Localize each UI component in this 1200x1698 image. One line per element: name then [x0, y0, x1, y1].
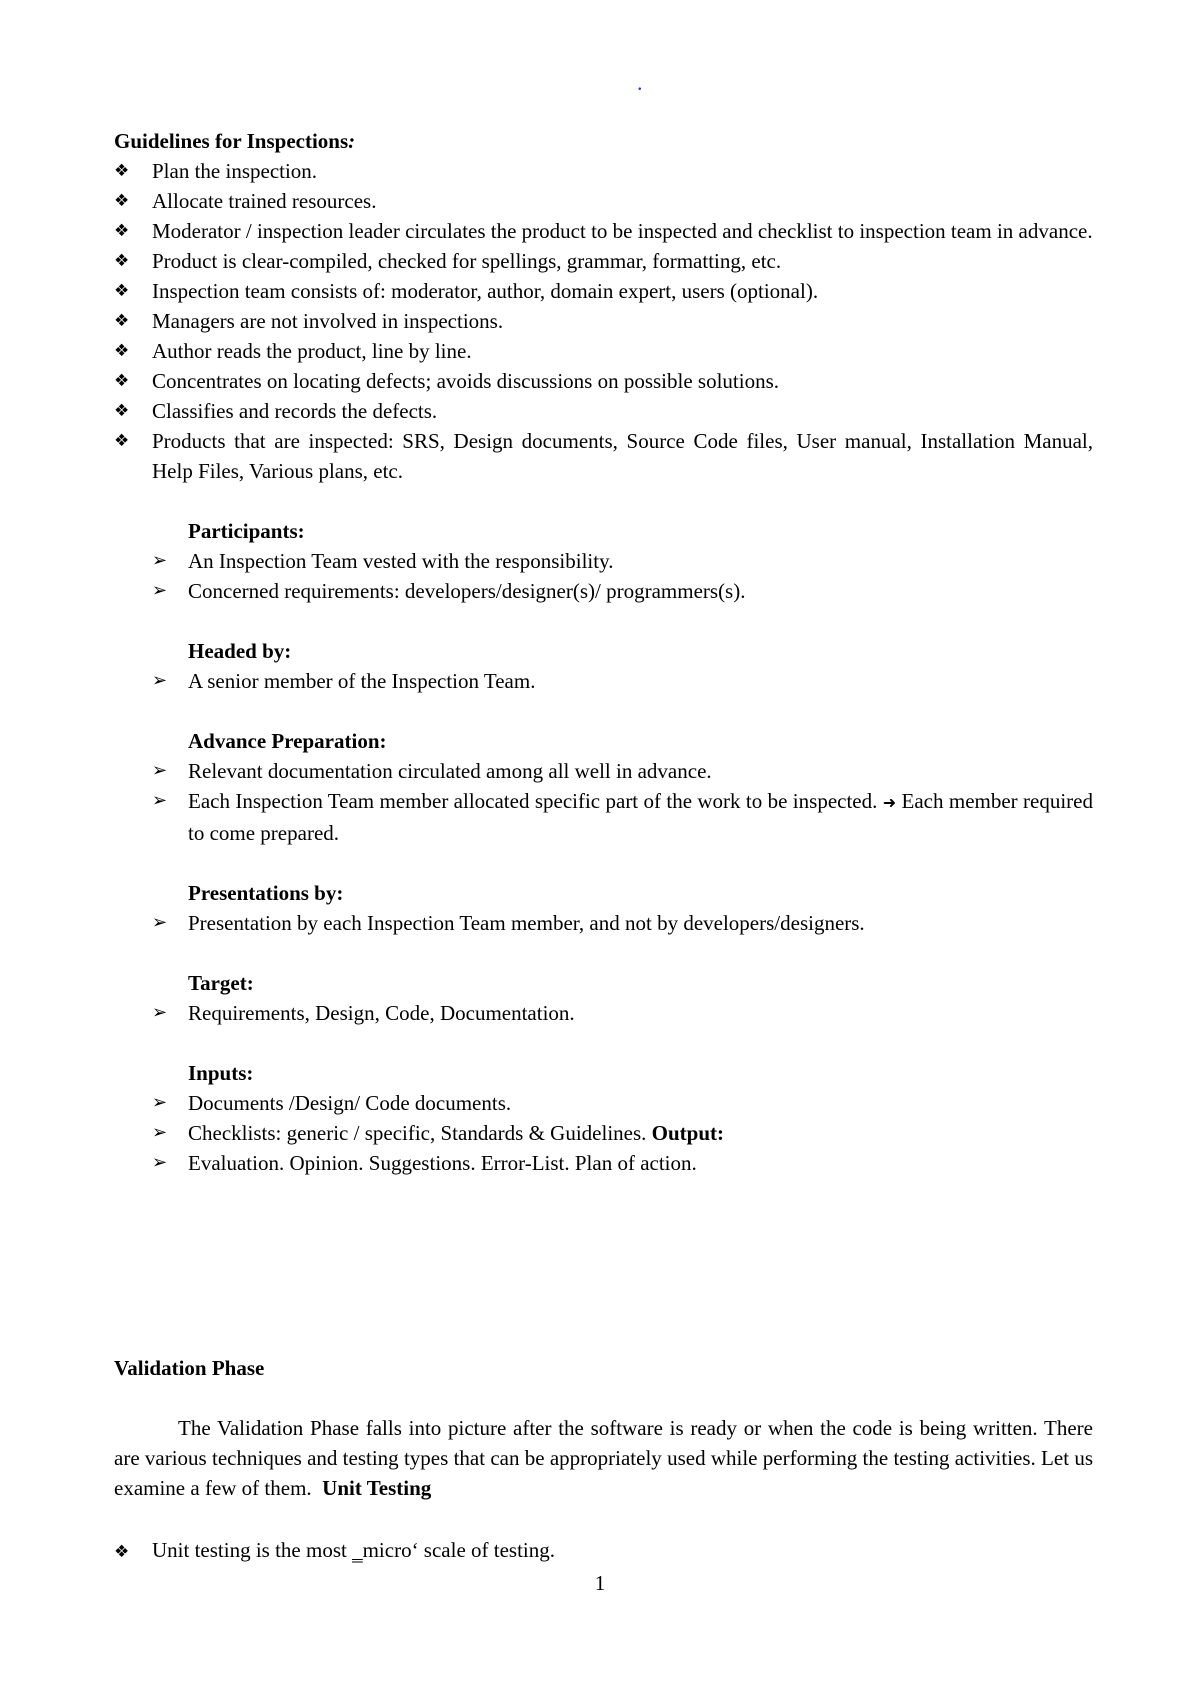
- list-item: ➢ A senior member of the Inspection Team.: [114, 666, 1093, 696]
- advance-preparation-heading: Advance Preparation:: [188, 729, 387, 753]
- arrow-bullet-icon: ➢: [152, 670, 168, 691]
- list-item: ❖ Author reads the product, line by line.: [114, 336, 1093, 366]
- list-item: ➢ Requirements, Design, Code, Documentation.: [114, 998, 1093, 1028]
- headed-by-list: [114, 666, 1093, 696]
- advance-preparation-list: [114, 756, 1093, 848]
- diamond-bullet-icon: ❖: [114, 311, 130, 331]
- list-item: ❖ Inspection team consists of: moderator, author, domain expert, users (optional).: [114, 276, 1093, 306]
- list-item: ❖ Products that are inspected: SRS, Design documents, Source Code files, User manual, Installation Manual, Help Files, Various plans, etc.: [114, 426, 1093, 486]
- list-item: ➢ Presentation by each Inspection Team member, and not by developers/designers.: [114, 908, 1093, 938]
- list-item: ❖ Classifies and records the defects.: [114, 396, 1093, 426]
- diamond-bullet-icon: ❖: [114, 251, 130, 271]
- output-label: Output:: [651, 1121, 724, 1145]
- diamond-bullet-icon: ❖: [114, 161, 130, 181]
- list-item: ❖ Product is clear-compiled, checked for spellings, grammar, formatting, etc.: [114, 246, 1093, 276]
- diamond-bullet-icon: ❖: [114, 221, 130, 241]
- inspections-section: [114, 126, 1093, 1178]
- diamond-bullet-icon: ❖: [114, 191, 130, 211]
- list-item: ❖ Unit testing is the most ‗micro‘ scale of testing.: [114, 1535, 1093, 1567]
- target-heading: Target:: [188, 971, 254, 995]
- list-item: ➢ An Inspection Team vested with the responsibility.: [114, 546, 1093, 576]
- list-item: ❖ Plan the inspection.: [114, 156, 1093, 186]
- guidelines-title: Guidelines for Inspections: [114, 129, 349, 153]
- presentations-by-heading: Presentations by:: [188, 881, 344, 905]
- list-item: ➢ Concerned requirements: developers/designer(s)/ programmers(s).: [114, 576, 1093, 606]
- diamond-bullet-icon: ❖: [114, 431, 130, 451]
- validation-phase-heading: Validation Phase: [114, 1356, 265, 1380]
- guidelines-colon: :: [348, 129, 356, 153]
- arrow-bullet-icon: ➢: [152, 1122, 168, 1143]
- arrow-glyph-icon: ➜: [882, 793, 897, 812]
- list-item: ❖ Moderator / inspection leader circulates the product to be inspected and checklist to inspection team in advance.: [114, 216, 1093, 246]
- presentations-by-list: [114, 908, 1093, 938]
- arrow-bullet-icon: ➢: [152, 550, 168, 571]
- participants-heading: Participants:: [188, 519, 305, 543]
- arrow-bullet-icon: ➢: [152, 1092, 168, 1113]
- list-item: ➢ Checklists: generic / specific, Standards & Guidelines. Output:: [114, 1118, 1093, 1148]
- arrow-bullet-icon: ➢: [152, 1002, 168, 1023]
- list-item: ➢ Documents /Design/ Code documents.: [114, 1088, 1093, 1118]
- guidelines-list: [114, 156, 1093, 486]
- page-number: 1: [594, 1571, 606, 1595]
- diamond-bullet-icon: ❖: [114, 341, 130, 361]
- list-item: ❖ Concentrates on locating defects; avoids discussions on possible solutions.: [114, 366, 1093, 396]
- participants-list: [114, 546, 1093, 606]
- arrow-bullet-icon: ➢: [152, 760, 168, 781]
- guidelines-heading: [114, 126, 1093, 156]
- list-item: ❖ Allocate trained resources.: [114, 186, 1093, 216]
- arrow-bullet-icon: ➢: [152, 790, 168, 811]
- unit-testing-label: Unit Testing: [322, 1476, 432, 1500]
- top-mark: .: [637, 70, 643, 95]
- inputs-list: [114, 1088, 1093, 1178]
- list-item: ❖ Managers are not involved in inspections.: [114, 306, 1093, 336]
- list-item: ➢ Relevant documentation circulated among all well in advance.: [114, 756, 1093, 786]
- diamond-bullet-icon: ❖: [114, 401, 130, 421]
- headed-by-heading: Headed by:: [188, 639, 292, 663]
- arrow-bullet-icon: ➢: [152, 1152, 168, 1173]
- validation-paragraph: The Validation Phase falls into picture after the software is ready or when the code is being written. There are various techniques and testing types that can be appropriately used while performing the testing activities. Let us examine a few of them. Unit Testing: [114, 1416, 1093, 1500]
- diamond-bullet-icon: ❖: [114, 281, 130, 301]
- list-item: ➢ Each Inspection Team member allocated specific part of the work to be inspected. ➜ Each member required to come prepared.: [114, 786, 1093, 848]
- target-list: [114, 998, 1093, 1028]
- diamond-bullet-icon: ❖: [114, 1542, 130, 1562]
- inputs-heading: Inputs:: [188, 1061, 254, 1085]
- arrow-bullet-icon: ➢: [152, 580, 168, 601]
- list-item: ➢ Evaluation. Opinion. Suggestions. Error-List. Plan of action.: [114, 1148, 1093, 1178]
- arrow-bullet-icon: ➢: [152, 912, 168, 933]
- diamond-bullet-icon: ❖: [114, 371, 130, 391]
